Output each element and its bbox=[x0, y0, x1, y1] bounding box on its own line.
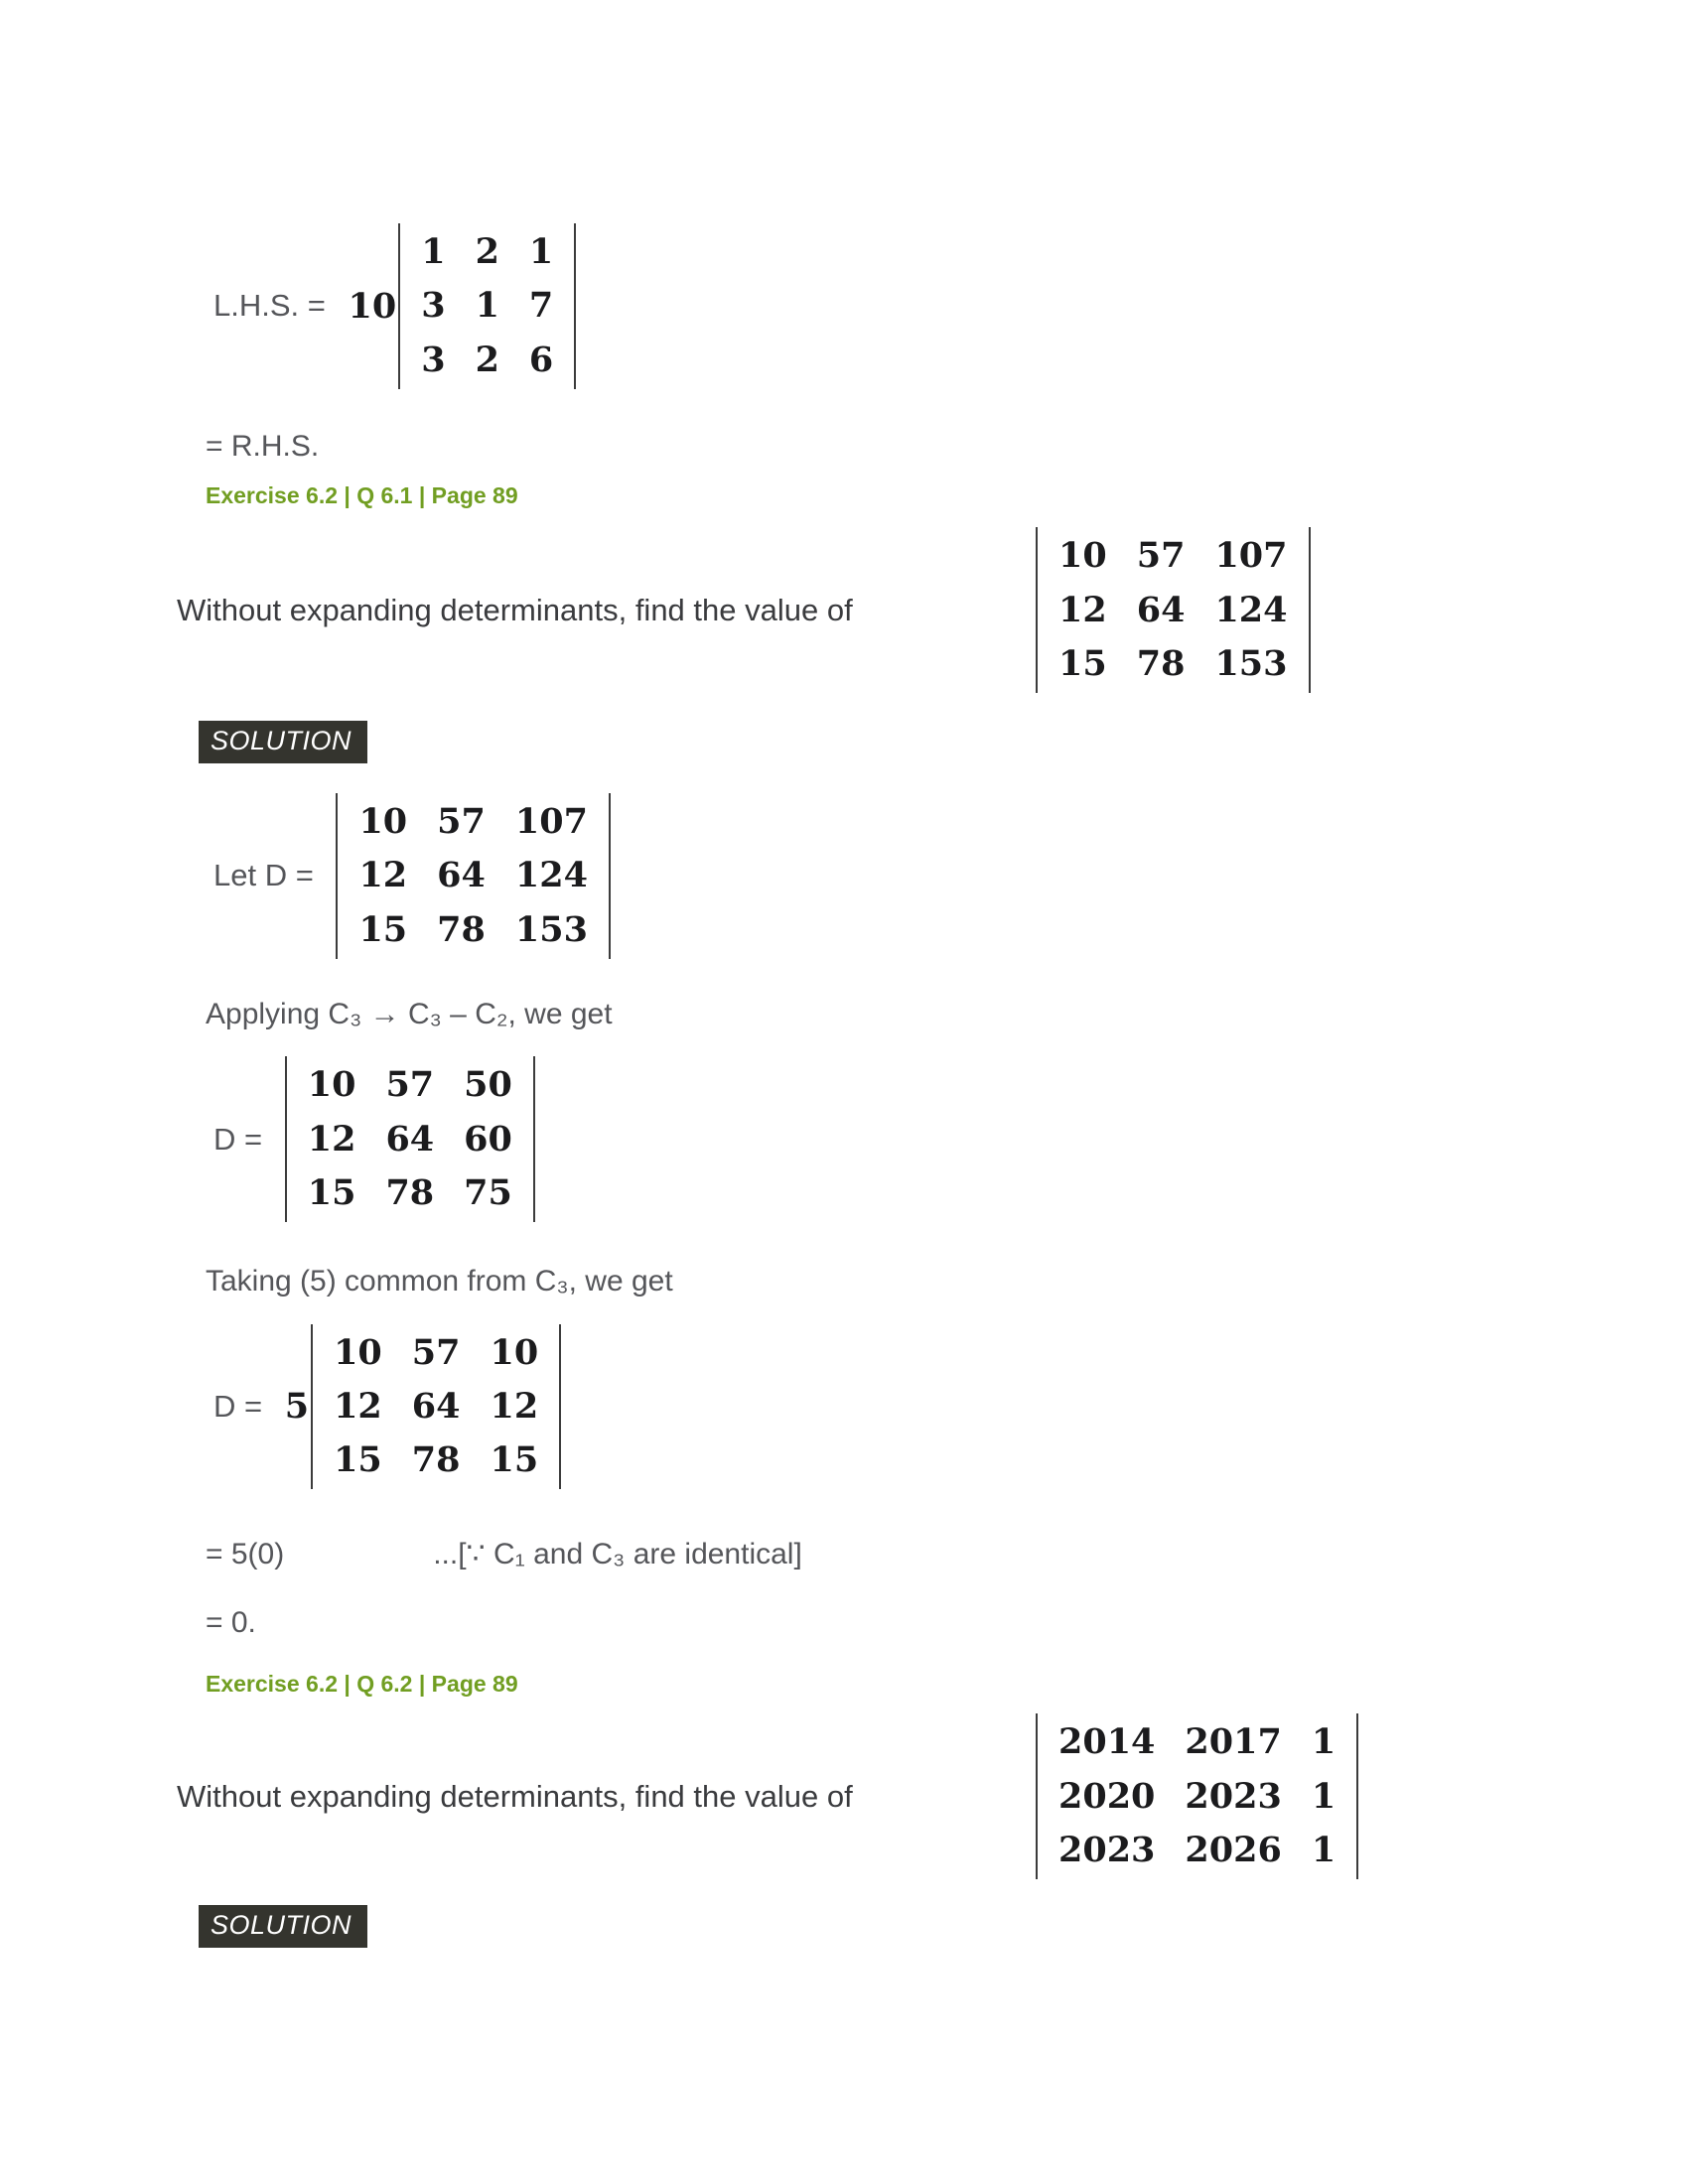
let-d-label: Let D = bbox=[213, 858, 323, 893]
matrix-cell: 15 bbox=[490, 1439, 539, 1480]
matrix-row bbox=[319, 1326, 553, 1380]
matrix-row bbox=[406, 225, 568, 279]
matrix-row bbox=[1044, 637, 1303, 691]
question-1-determinant bbox=[1036, 527, 1311, 693]
matrix-row bbox=[344, 795, 603, 849]
matrix-cell: 3 bbox=[421, 339, 446, 380]
matrix-cell: 2023 bbox=[1058, 1829, 1156, 1870]
let-d-determinant bbox=[336, 793, 611, 959]
matrix-cell: 2026 bbox=[1185, 1829, 1282, 1870]
lhs-label: L.H.S. = bbox=[213, 288, 335, 324]
lhs-coefficient: 10 bbox=[348, 285, 397, 327]
matrix-cell: 124 bbox=[514, 855, 588, 896]
lhs-determinant bbox=[398, 223, 576, 389]
matrix-cell: 15 bbox=[358, 908, 408, 950]
matrix-cell: 12 bbox=[358, 855, 408, 896]
matrix-row bbox=[1044, 529, 1303, 583]
matrix-cell: 1 bbox=[475, 285, 499, 327]
matrix-cell: 2023 bbox=[1185, 1775, 1282, 1817]
applying-step-line: Applying C₃ → C₃ – C₂, we get bbox=[206, 997, 613, 1030]
matrix-cell: 2 bbox=[475, 339, 499, 380]
matrix-cell: 107 bbox=[1214, 535, 1288, 577]
matrix-cell: 64 bbox=[437, 855, 486, 896]
matrix-row bbox=[344, 903, 603, 957]
result-line bbox=[206, 1535, 1648, 1575]
matrix-row bbox=[293, 1166, 527, 1220]
matrix-cell: 64 bbox=[385, 1118, 435, 1160]
matrix-cell: 2020 bbox=[1058, 1775, 1156, 1817]
matrix-cell: 10 bbox=[490, 1331, 539, 1373]
matrix-cell: 10 bbox=[1058, 535, 1107, 577]
d-equation-1 bbox=[213, 1056, 1648, 1222]
matrix-cell: 64 bbox=[411, 1385, 461, 1427]
matrix-row bbox=[1044, 1824, 1350, 1877]
let-d-equation bbox=[213, 793, 1648, 959]
solution-section-2 bbox=[199, 1905, 1648, 1948]
matrix-cell: 10 bbox=[307, 1064, 356, 1106]
matrix-cell: 1 bbox=[421, 231, 446, 272]
matrix-cell: 15 bbox=[334, 1439, 382, 1480]
solution-section-1 bbox=[199, 721, 1648, 763]
matrix-row bbox=[1044, 1770, 1350, 1824]
matrix-cell: 12 bbox=[1058, 589, 1107, 630]
matrix-row bbox=[319, 1433, 553, 1487]
matrix-cell: 57 bbox=[1136, 535, 1186, 577]
matrix-cell: 153 bbox=[1214, 642, 1288, 684]
result-value: = 5(0) bbox=[206, 1538, 285, 1571]
matrix-cell: 78 bbox=[1136, 642, 1186, 684]
question-2-determinant bbox=[1036, 1713, 1358, 1879]
matrix-cell: 2017 bbox=[1185, 1721, 1282, 1763]
solution-badge: SOLUTION bbox=[199, 1905, 367, 1948]
matrix-cell: 15 bbox=[1058, 642, 1107, 684]
matrix-cell: 1 bbox=[1311, 1775, 1336, 1817]
question-2-text: Without expanding determinants, find the value of bbox=[177, 1778, 853, 1814]
question-1 bbox=[177, 527, 1648, 693]
matrix-cell: 57 bbox=[437, 801, 486, 842]
rhs-line: = R.H.S. bbox=[206, 429, 320, 463]
matrix-cell: 1 bbox=[528, 231, 554, 272]
d-equation-2-label: D = bbox=[213, 1388, 271, 1424]
matrix-row bbox=[293, 1113, 527, 1166]
question-1-text: Without expanding determinants, find the value of bbox=[177, 592, 853, 627]
matrix-cell: 1 bbox=[1311, 1829, 1336, 1870]
d-equation-1-label: D = bbox=[213, 1121, 271, 1157]
matrix-cell: 153 bbox=[514, 908, 588, 950]
matrix-cell: 2 bbox=[475, 231, 499, 272]
matrix-row bbox=[406, 279, 568, 333]
exercise-reference-1: Exercise 6.2 | Q 6.1 | Page 89 bbox=[206, 482, 518, 509]
taking-common-line: Taking (5) common from C₃, we get bbox=[206, 1265, 673, 1297]
final-answer-line: = 0. bbox=[206, 1605, 256, 1639]
matrix-cell: 12 bbox=[490, 1385, 539, 1427]
matrix-row bbox=[406, 334, 568, 387]
d-equation-2-determinant bbox=[311, 1324, 561, 1490]
d-equation-2 bbox=[213, 1324, 1648, 1490]
matrix-cell: 107 bbox=[514, 801, 588, 842]
matrix-cell: 12 bbox=[334, 1385, 382, 1427]
d-equation-2-coefficient: 5 bbox=[284, 1386, 310, 1428]
matrix-cell: 1 bbox=[1311, 1721, 1336, 1763]
matrix-cell: 2014 bbox=[1058, 1721, 1156, 1763]
matrix-row bbox=[293, 1058, 527, 1112]
matrix-cell: 3 bbox=[421, 285, 446, 327]
exercise-reference-2: Exercise 6.2 | Q 6.2 | Page 89 bbox=[206, 1671, 518, 1698]
matrix-cell: 64 bbox=[1136, 589, 1186, 630]
lhs-equation bbox=[213, 223, 1648, 389]
matrix-cell: 78 bbox=[437, 908, 486, 950]
matrix-row bbox=[344, 849, 603, 902]
matrix-cell: 78 bbox=[385, 1171, 435, 1213]
d-equation-1-determinant bbox=[285, 1056, 535, 1222]
result-reason-note: ...[∵ C₁ and C₃ are identical] bbox=[433, 1538, 802, 1571]
matrix-cell: 15 bbox=[307, 1171, 356, 1213]
matrix-cell: 60 bbox=[464, 1118, 512, 1160]
matrix-cell: 124 bbox=[1214, 589, 1288, 630]
matrix-cell: 57 bbox=[411, 1331, 461, 1373]
matrix-cell: 6 bbox=[528, 339, 554, 380]
solution-badge: SOLUTION bbox=[199, 721, 367, 763]
matrix-cell: 7 bbox=[528, 285, 554, 327]
matrix-row bbox=[319, 1380, 553, 1433]
matrix-cell: 10 bbox=[358, 801, 408, 842]
matrix-row bbox=[1044, 1715, 1350, 1769]
question-2 bbox=[177, 1713, 1648, 1879]
matrix-cell: 78 bbox=[411, 1439, 461, 1480]
matrix-cell: 12 bbox=[307, 1118, 356, 1160]
matrix-cell: 75 bbox=[464, 1171, 512, 1213]
matrix-cell: 57 bbox=[385, 1064, 435, 1106]
matrix-row bbox=[1044, 584, 1303, 637]
matrix-cell: 10 bbox=[334, 1331, 382, 1373]
matrix-cell: 50 bbox=[464, 1064, 512, 1106]
